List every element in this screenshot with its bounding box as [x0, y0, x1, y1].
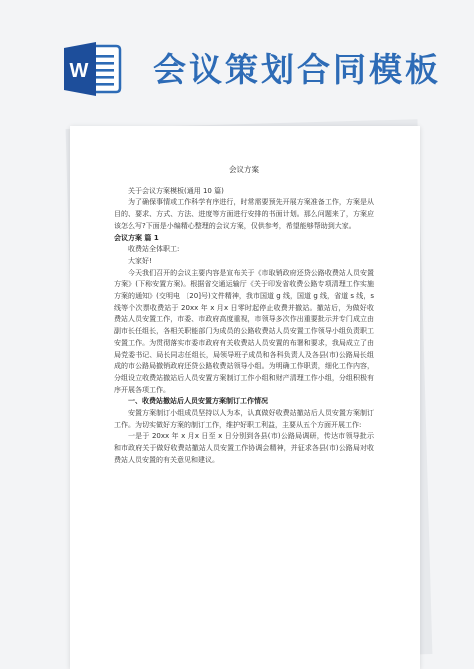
- subsection-heading: 一、收费站撤站后人员安置方案制订工作情况: [128, 397, 268, 406]
- intro-paragraph: 为了确保事情或工作科学有序进行，时常需要预先开展方案准备工作，方案是从目的、要求、方式、方法、进度等方面进行安排的书面计划。那么问题来了，方案应该怎么写?下面是小编精心整理的会议方案，仅供参考，希望能够帮助到大家。: [114, 198, 374, 230]
- document-subtitle: 关于会议方案模板(通用 10 篇): [128, 186, 224, 195]
- greeting: 大家好!: [128, 256, 152, 265]
- body-paragraph: 安置方案制订小组成员坚持以人为本，认真做好收费站撤站后人员安置方案制订工作。为切实做好方案的制订工作，维护好职工利益，主要从五个方面开展工作:: [114, 409, 374, 429]
- section-heading: 会议方案 篇 1: [114, 233, 159, 242]
- word-icon-letter: W: [69, 60, 89, 82]
- word-document-icon: [62, 42, 124, 96]
- document-title: 会议方案: [229, 165, 259, 174]
- page-title: 会议策划合同模板: [153, 50, 441, 89]
- document-page: [70, 126, 420, 669]
- body-paragraph: 一是于 20xx 年 x 月x 日至 x 日分别到各县(市)公路局调研，传达市领导批示和市政府关于做好收费站撤站人员安置工作协调会精神，并征求各县(市)公路局对收费站人员安置的有关意见和建议。: [114, 432, 374, 464]
- body-paragraph: 今天我们召开的会议主要内容是宣布关于《市取销政府还贷公路收费站人员安置方案》(下称安置方案)。根据省交通运输厅《关于印发省收费公路专项清理工作实施方案的通知》(交明电 〔20]号)文件精神，我市国道 g 线，国道 g 线，省道 s 线，s 线等个次票收费站于 20xx 年 x 月x 日零时起停止收费并撤站。撤站后，为做好收费站人员安置工作，市委、市政府高度重视，市领导多次作出重要批示并专门成立由副市长任组长，各相关职能部门为成员的公路收费站人员安置工作领导小组负责职工安置工作。为贯彻落实市委市政府有关收费站人员安置的布署和要求，我局成立了由局党委书记、局长同志任组长，局领导班子成员和各科负责人及各县(市)公路局长组成的市公路局撤销政府还贷公路收费站领导小组。为明确工作职责，细化工作内容，分组设立收费站撤站后人员安置方案制订工作小组和财产清理工作小组，分组积极有序开展各项工作。: [114, 268, 374, 394]
- salutation: 收费站全体职工:: [128, 245, 180, 254]
- document-content: [114, 164, 374, 467]
- header: [0, 0, 474, 120]
